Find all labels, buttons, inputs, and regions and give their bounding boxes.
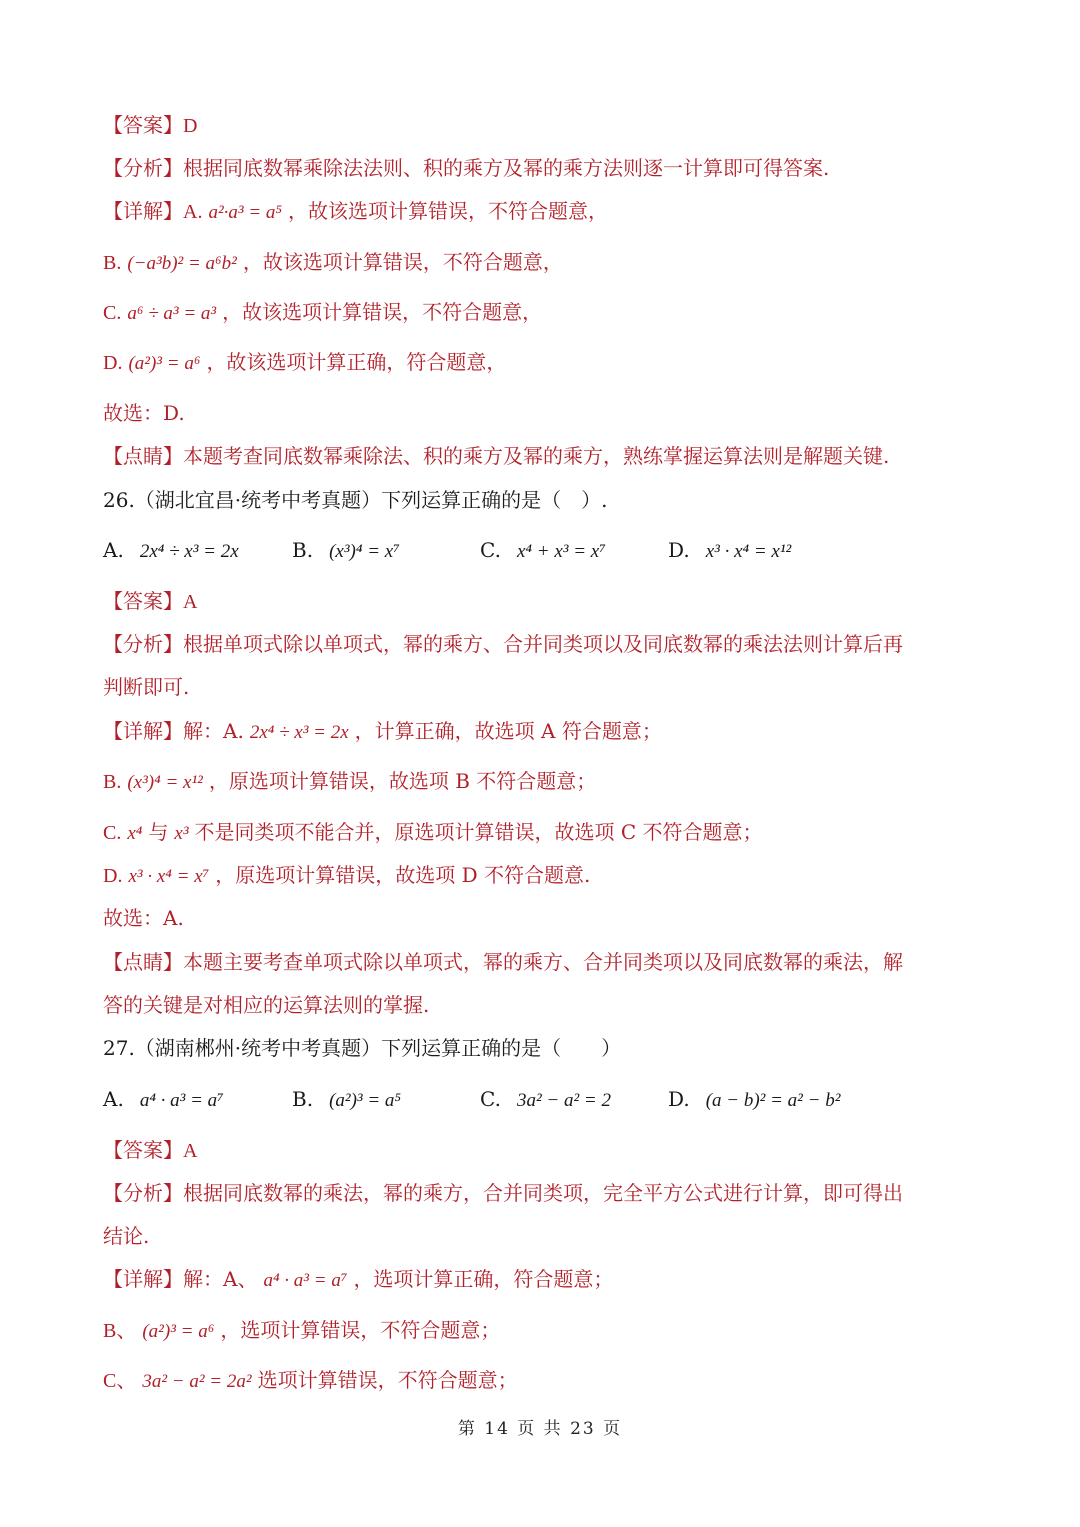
detail-tag: 【详解】 xyxy=(103,199,183,223)
option-math: 3a² − a² = 2 xyxy=(516,1090,611,1111)
analysis-tag: 【分析】 xyxy=(103,1181,183,1205)
detail-text: ，选项计算错误，不符合题意； xyxy=(220,1318,501,1342)
q25-comment xyxy=(103,441,889,471)
detail-label: 解：A. xyxy=(183,719,244,743)
detail-label: A. xyxy=(183,201,203,223)
option-math: x³ · x⁴ = x¹² xyxy=(705,541,792,562)
q27-option-a xyxy=(103,1084,230,1116)
option-label: D. xyxy=(668,538,690,562)
q26-comment-cont: 答的关键是对相应的运算法则的掌握. xyxy=(103,993,430,1017)
detail-label: C. xyxy=(103,302,122,324)
q27-detail-a xyxy=(103,1264,613,1296)
detail-text: ，故该选项计算错误，不符合题意， xyxy=(242,250,563,274)
q27-answer xyxy=(103,1135,197,1166)
detail-tag: 【详解】 xyxy=(103,719,183,743)
detail-label: B、 xyxy=(103,1320,137,1342)
option-math: (a²)³ = a⁵ xyxy=(329,1090,402,1111)
option-label: A. xyxy=(103,538,124,562)
detail-mid: 与 xyxy=(148,820,169,844)
q26-analysis xyxy=(103,629,903,659)
option-math: (x³)⁴ = x⁷ xyxy=(329,541,400,562)
option-label: A. xyxy=(103,1087,124,1111)
detail-text: 不是同类项不能合并，原选项计算错误，故选项 C 不符合题意； xyxy=(194,820,763,844)
q26-detail-d xyxy=(103,860,590,892)
q26-answer xyxy=(103,586,197,617)
q25-analysis xyxy=(103,153,829,183)
q26-option-a xyxy=(103,535,245,567)
detail-tag: 【详解】 xyxy=(103,1267,183,1291)
q27-detail-b xyxy=(103,1315,500,1347)
q25-choice: 故选：D. xyxy=(103,401,185,425)
q25-detail-a xyxy=(103,196,608,228)
q26-detail-a xyxy=(103,716,662,748)
q25-detail-c xyxy=(103,297,542,329)
q26-detail-b xyxy=(103,766,596,798)
q25-answer xyxy=(103,110,197,141)
detail-math: (x³)⁴ = x¹² xyxy=(127,772,203,793)
comment-text: 本题考查同底数幂乘除法、积的乘方及幂的乘方，熟练掌握运算法则是解题关键. xyxy=(183,444,890,468)
answer-tag: 【答案】 xyxy=(103,1138,183,1162)
q27-stem: 27.（湖南郴州·统考中考真题）下列运算正确的是（ ） xyxy=(103,1036,622,1060)
q26-analysis-cont: 判断即可. xyxy=(103,675,190,699)
analysis-tag: 【分析】 xyxy=(103,632,183,656)
detail-text: ，原选项计算错误，故选项 B 不符合题意； xyxy=(208,769,597,793)
answer-value: A xyxy=(183,591,198,613)
option-label: D. xyxy=(668,1087,690,1111)
detail-label: D. xyxy=(103,352,123,374)
q25-detail-b xyxy=(103,247,563,279)
detail-text: ，选项计算正确，符合题意； xyxy=(353,1267,614,1291)
option-label: C. xyxy=(480,538,501,562)
detail-math: (−a³b)² = a⁶b² xyxy=(127,253,237,274)
detail-label: C. xyxy=(103,822,122,844)
option-math: 2x⁴ ÷ x³ = 2x xyxy=(139,541,239,562)
analysis-text: 根据同底数幂乘除法法则、积的乘方及幂的乘方法则逐一计算即可得答案. xyxy=(183,156,830,180)
detail-text: ，计算正确，故选项 A 符合题意； xyxy=(354,719,662,743)
detail-math: 3a² − a² = 2a² xyxy=(142,1371,252,1392)
q27-option-b xyxy=(292,1084,407,1116)
q27-option-c xyxy=(480,1084,617,1116)
option-math: (a − b)² = a² − b² xyxy=(705,1090,841,1111)
detail-math: (a²)³ = a⁶ xyxy=(142,1321,215,1342)
detail-text: 选项计算错误，不符合题意； xyxy=(257,1368,518,1392)
page-footer: 第 14 页 共 23 页 xyxy=(457,1419,623,1439)
option-label: C. xyxy=(480,1087,501,1111)
q26-detail-c xyxy=(103,817,763,849)
detail-math: x³ xyxy=(174,823,189,844)
q26-option-c xyxy=(480,535,612,567)
answer-value: A xyxy=(183,1140,198,1162)
q26-comment xyxy=(103,947,903,977)
q26-option-b xyxy=(292,535,406,567)
q26-option-d xyxy=(668,535,797,567)
q27-detail-c xyxy=(103,1365,518,1397)
answer-value: D xyxy=(183,115,198,137)
q26-choice: 故选：A. xyxy=(103,906,184,930)
comment-text: 本题主要考查单项式除以单项式，幂的乘方、合并同类项以及同底数幂的乘法，解 xyxy=(183,950,903,974)
detail-label: B. xyxy=(103,771,122,793)
detail-label: B. xyxy=(103,252,122,274)
comment-tag: 【点睛】 xyxy=(103,950,183,974)
option-math: x⁴ + x³ = x⁷ xyxy=(516,541,606,562)
q27-option-d xyxy=(668,1084,846,1116)
analysis-text: 根据同底数幂的乘法，幂的乘方，合并同类项，完全平方公式进行计算，即可得出 xyxy=(183,1181,903,1205)
q26-stem: 26.（湖北宜昌·统考中考真题）下列运算正确的是（ ）. xyxy=(103,488,608,512)
detail-math: a⁴ · a³ = a⁷ xyxy=(263,1270,348,1291)
detail-text: ，故该选项计算正确，符合题意， xyxy=(206,350,507,374)
comment-tag: 【点睛】 xyxy=(103,444,183,468)
detail-math: a⁶ ÷ a³ = a³ xyxy=(127,303,217,324)
analysis-text: 根据单项式除以单项式，幂的乘方、合并同类项以及同底数幂的乘法法则计算后再 xyxy=(183,632,903,656)
detail-math: x³ · x⁴ = x⁷ xyxy=(128,866,210,887)
detail-label: 解：A、 xyxy=(183,1267,258,1291)
option-label: B. xyxy=(292,538,314,562)
analysis-tag: 【分析】 xyxy=(103,156,183,180)
answer-tag: 【答案】 xyxy=(103,113,183,137)
q27-analysis-cont: 结论. xyxy=(103,1224,150,1248)
detail-math: a²·a³ = a⁵ xyxy=(208,202,283,223)
option-math: a⁴ · a³ = a⁷ xyxy=(139,1090,224,1111)
detail-label: C、 xyxy=(103,1370,137,1392)
detail-text: ，故该选项计算错误，不符合题意， xyxy=(222,300,543,324)
detail-text: ，故该选项计算错误，不符合题意， xyxy=(288,199,609,223)
q25-detail-d xyxy=(103,347,506,379)
detail-math: 2x⁴ ÷ x³ = 2x xyxy=(249,722,349,743)
q27-analysis xyxy=(103,1178,903,1208)
detail-math: (a²)³ = a⁶ xyxy=(128,353,201,374)
detail-label: D. xyxy=(103,865,123,887)
detail-math: x⁴ xyxy=(127,823,143,844)
answer-tag: 【答案】 xyxy=(103,589,183,613)
detail-text: ，原选项计算错误，故选项 D 不符合题意. xyxy=(215,863,591,887)
option-label: B. xyxy=(292,1087,314,1111)
